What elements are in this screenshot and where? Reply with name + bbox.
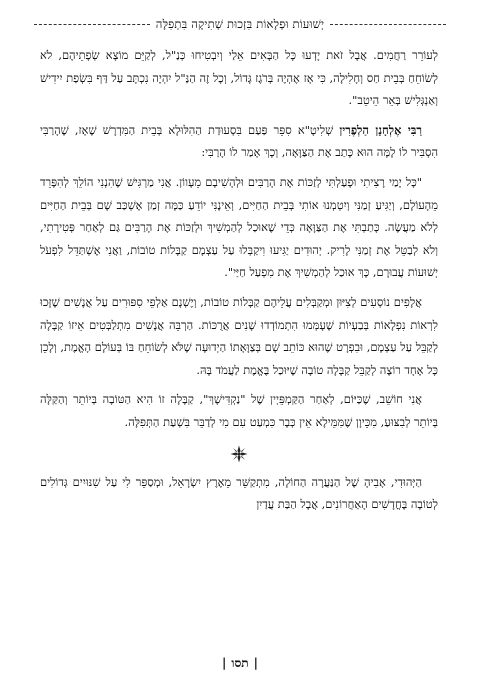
rabbi-name: רַבִּי אֶלְחָנָן הַלְפֶרִין	[339, 122, 422, 137]
running-header-title: יְשׁוּעוֹת וּפְלָאוֹת בִּזְכוּת שְׁתִיקָה בִּתְפִלָּה	[155, 17, 325, 31]
paragraph-2	[40, 119, 438, 164]
section-divider	[40, 441, 438, 467]
footer-bar-left: |	[222, 656, 227, 670]
paragraph-6: הַיְּהוּדִי, אָבִיהָ שֶׁל הַנַּעֲרָה הַחוֹלָה, מִתְקַשֵּׁר מֵאֶרֶץ יִשְׂרָאֵל, וּמְסַפֵּר לִי עַל שִׁנּוּיִים גְּדוֹלִים לְטוֹבָה בֶּחֳדָשִׁים הָאַחֲרוֹנִים, אֲבָל הַבַּת עֲדַיִן	[40, 474, 438, 512]
paragraph-1: לְעוֹרֵר רַחֲמִים. אֲבָל זֹאת יָדְעוּ כָּל הַבָּאִים אֵלַי וְיִבְטִיחוּ כְּנַ"ל, לְקַיֵּם מוֹצָא שְׂפָתֵיהֶם, לֹא לְשׂוֹחֵחַ בְּבֵית חַס וְחָלִילָה, כִּי אָז אֶהְיֶה בְּרֹגֶז גָּדוֹל, וְכָל זֶה הַנַּ"ל יִהְיֶה נִכְתָּב עַל דַּף בִּשְׂפַת יִידִישׁ וְאַנְגְּלִישׁ בְּאֵר הֵיטֵב".	[40, 48, 438, 108]
paragraph-3-quote: "כָּל יָמַי רָצִיתִי וּפָעַלְתִּי לְזַכּוֹת אֶת הָרַבִּים וּלְהָשִׁיבָם מֵעָווֹן. אֲנִי מַרְגִּישׁ שֶׁהִנְנִי הוֹלֵךְ לְהִפָּרֵד מֵהָעוֹלָם, וְיַגִּיעַ זְמַנִּי וְיִטְמְנוּ אוֹתִי בְּבֵית הַחַיִּים, וְאֵינֶנִּי יוֹדֵעַ כַּמָּה זְמַן אֶשְׁכַּב שָׁם בְּבֵית הַחַיִּים לְלֹא מַעֲשֶׂה. כָּתַבְתִּי אֶת הַצַּוָּאָה כְּדֵי שֶׁאוּכַל לְהַמְשִׁיךְ וּלְזַכּוֹת אֶת הָרַבִּים גַּם לְאַחַר פְּטִירָתִי, וְלֹא לְבַטֵּל אֶת זְמַנִּי לָרִיק. יְהוּדִים יַגִּיעוּ וִיקַבְּלוּ עַל עַצְמָם קַבָּלוֹת טוֹבוֹת, וַאֲנִי אֶשְׁתַּדֵּל לִפְעֹל יְשׁוּעוֹת עֲבוּרָם, כָּךְ אוּכַל לְהַמְשִׁיךְ אֶת מִפְעַל חַיַּי".	[40, 174, 438, 280]
paragraph-5: אֲנִי חוֹשֵׁב, שֶׁכַּיּוֹם, לְאַחַר הַקַּמְפֵּיְין שֶׁל "נַקְדִּישָׁךְ", קַבָּלָה זוֹ הִיא הַטּוֹבָה בְּיוֹתֵר וְהַקַּלָּה בְּיוֹתֵר לְבִצּוּעַ, מִכֵּיוָן שֶׁמִּמֵּילָא אֵין כְּבָר כִּמְעַט עִם מִי לְדַבֵּר בִּשְׁעַת הַתְּפִלָּה.	[40, 392, 438, 429]
running-header	[34, 14, 446, 34]
page-footer	[0, 656, 480, 671]
header-rule-right	[330, 24, 446, 25]
header-rule-left	[34, 24, 150, 25]
footer-bar-right: |	[253, 656, 258, 670]
paragraph-4: אֲלָפִים נוֹסְעִים לְצִיּוּן וּמְקַבְּלִים עֲלֵיהֶם קַבָּלוֹת טוֹבוֹת, וְיֶשְׁנָם אַלְפֵי סִפּוּרִים עַל אֲנָשִׁים שֶׁזָּכוּ לִרְאוֹת נִפְלָאוֹת בְּבַעְיוֹת שֶׁעָמְּמוּ הִתְמוֹדְדוּ שָׁנִים אֲרֻכּוֹת. הַרְבֵּה אֲנָשִׁים מִתְלַבְּטִים אֵיזוֹ קַבָּלָה לְקַבֵּל עַל עַצְמָם, וּבִפְרָט שֶׁהוּא כּוֹתֵב שָׁם בְּצַוָּאָתוֹ הַיְדוּעָה שֶׁלֹּא לְשׂוֹחֵחַ בּוֹ בְּעוֹלָם הָאֱמֶת, וְלָכֵן כָּל אֶחָד רוֹצֶה לְקַבֵּל קַבָּלָה טוֹבָה שֶׁיּוּכַל בֶּאֱמֶת לַעֲמֹד בָּהּ.	[40, 294, 438, 377]
fleuron-ornament-icon	[230, 445, 248, 463]
page-number: תסו	[231, 656, 249, 670]
main-text	[40, 44, 438, 523]
paragraph-2-text: שְׁלִיטָ"א סִפֵּר פַּעַם בִּסְעוּדַת הַהִלּוּלָא בְּבֵית הַמִּדְרָשׁ שֶׁאָז, שֶׁהָרַבִּי הִסְבִּיר לוֹ לָמָּה הוּא כָּתַב אֶת הַצַּוָּאָה, וְכָךְ אָמַר לוֹ הָרַבִּי:	[40, 122, 438, 160]
